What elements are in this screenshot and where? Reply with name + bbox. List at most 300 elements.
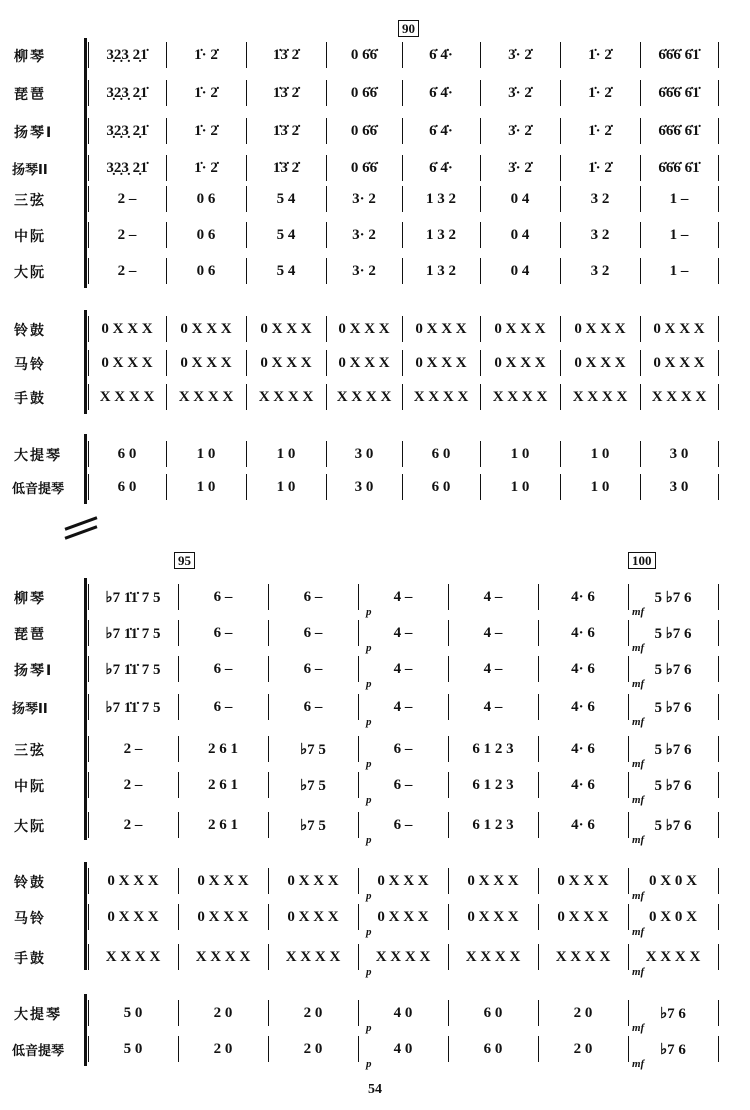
dynamic-marking: p: [366, 642, 372, 654]
measure: 2 6 1: [208, 776, 238, 793]
barline: [718, 772, 719, 798]
barline: [628, 736, 629, 762]
barline: [88, 620, 89, 646]
measure: X X X X: [178, 388, 234, 405]
barline: [246, 474, 247, 500]
barline: [326, 258, 327, 284]
barline: [480, 186, 481, 212]
instrument-label: 琵琶: [14, 627, 46, 643]
barline: [402, 384, 403, 410]
measure: ♭7 1̇1̇ 7 5: [105, 625, 161, 642]
measure: 3· 2: [352, 226, 376, 243]
measure: 3 0: [354, 445, 374, 462]
measure: 3̇· 2̇: [508, 46, 532, 63]
barline: [448, 812, 449, 838]
measure: 6 0: [431, 445, 451, 462]
barline: [718, 186, 719, 212]
barline: [178, 868, 179, 894]
measure: 0 X X X: [180, 320, 232, 337]
barline: [718, 1000, 719, 1026]
measure: 0 4: [510, 190, 530, 207]
barline: [88, 694, 89, 720]
measure: 6 –: [393, 776, 413, 793]
group-bracket: [84, 38, 87, 288]
barline: [88, 258, 89, 284]
measure: 2 0: [303, 1004, 323, 1021]
measure: ♭7 1̇1̇ 7 5: [105, 699, 161, 716]
measure: ♭7 5: [300, 817, 326, 834]
measure: 0 X X X: [494, 354, 546, 371]
barline: [628, 944, 629, 970]
measure: 6 0: [483, 1004, 503, 1021]
group-bracket: [84, 434, 87, 504]
dynamic-marking: mf: [632, 716, 645, 728]
barline: [718, 656, 719, 682]
instrument-label: 柳琴: [14, 49, 46, 65]
measure: 3 0: [354, 478, 374, 495]
measure: 1 3 2: [426, 190, 456, 207]
measure: 4 –: [393, 624, 413, 641]
measure: 0 X X X: [377, 908, 429, 925]
measure: 5 4: [276, 226, 296, 243]
barline: [326, 350, 327, 376]
measure: 4 –: [483, 698, 503, 715]
barline: [178, 584, 179, 610]
barline: [640, 258, 641, 284]
measure: 0 X X X: [653, 320, 705, 337]
measure: 6 1 2 3: [472, 816, 514, 833]
dynamic-marking: mf: [632, 1058, 645, 1070]
barline: [88, 584, 89, 610]
measure: 3 0: [669, 445, 689, 462]
measure: 0 X X X: [101, 320, 153, 337]
barline: [628, 772, 629, 798]
barline: [166, 441, 167, 467]
measure: 0 6̇6̇: [350, 46, 378, 63]
measure: 6 1 2 3: [472, 740, 514, 757]
barline: [718, 42, 719, 68]
barline: [178, 656, 179, 682]
measure: 4· 6: [571, 660, 595, 677]
page-number: 54: [368, 1082, 382, 1097]
barline: [246, 258, 247, 284]
barline: [88, 118, 89, 144]
barline: [246, 80, 247, 106]
measure: 3 2: [590, 190, 610, 207]
barline: [718, 812, 719, 838]
barline: [268, 904, 269, 930]
measure: 1̇· 2̇: [588, 84, 612, 101]
barline: [358, 620, 359, 646]
measure: 3̇· 2̇: [508, 84, 532, 101]
barline: [358, 694, 359, 720]
measure: 0 X X X: [107, 872, 159, 889]
measure: 5 ♭7 6: [654, 777, 692, 794]
barline: [268, 772, 269, 798]
measure: 1 0: [276, 478, 296, 495]
barline: [718, 620, 719, 646]
measure: 4· 6: [571, 776, 595, 793]
barline: [640, 350, 641, 376]
barline: [178, 1000, 179, 1026]
measure: 0 6̇6̇: [350, 159, 378, 176]
measure: 4· 6: [571, 624, 595, 641]
barline: [448, 694, 449, 720]
barline: [538, 656, 539, 682]
measure: 1 0: [276, 445, 296, 462]
dynamic-marking: mf: [632, 758, 645, 770]
measure: 1 0: [510, 445, 530, 462]
barline: [560, 474, 561, 500]
measure: 4· 6: [571, 588, 595, 605]
measure: X X X X: [555, 948, 611, 965]
dynamic-marking: p: [366, 1058, 372, 1070]
barline: [326, 222, 327, 248]
barline: [88, 904, 89, 930]
measure: 0 4: [510, 262, 530, 279]
barline: [628, 694, 629, 720]
measure: 5 ♭7 6: [654, 699, 692, 716]
measure: 0 4: [510, 226, 530, 243]
barline: [166, 80, 167, 106]
dynamic-marking: mf: [632, 834, 645, 846]
barline: [538, 620, 539, 646]
barline: [628, 656, 629, 682]
barline: [88, 1000, 89, 1026]
measure: X X X X: [413, 388, 469, 405]
measure: 2 –: [123, 816, 143, 833]
measure: 3̣2̣3̣ 2̣1̇: [106, 122, 148, 139]
barline: [88, 656, 89, 682]
barline: [268, 1000, 269, 1026]
group-bracket: [84, 578, 87, 840]
barline: [178, 904, 179, 930]
barline: [560, 316, 561, 342]
measure: 6 –: [213, 624, 233, 641]
measure: 3 2: [590, 226, 610, 243]
barline: [560, 350, 561, 376]
barline: [326, 155, 327, 181]
barline: [402, 118, 403, 144]
measure: 1 0: [590, 478, 610, 495]
barline: [718, 474, 719, 500]
barline: [358, 868, 359, 894]
barline: [246, 222, 247, 248]
measure: ♭7 5: [300, 741, 326, 758]
measure: 0 X X X: [197, 872, 249, 889]
measure: 5 ♭7 6: [654, 589, 692, 606]
measure: 3̣2̣3̣ 2̣1̇: [106, 84, 148, 101]
measure: 6 0: [117, 445, 137, 462]
measure: 0 X X X: [338, 320, 390, 337]
barline: [88, 316, 89, 342]
measure: X X X X: [336, 388, 392, 405]
barline: [358, 1000, 359, 1026]
barline: [246, 350, 247, 376]
barline: [538, 772, 539, 798]
measure: ♭7 6: [660, 1041, 686, 1058]
barline: [88, 155, 89, 181]
barline: [402, 350, 403, 376]
barline: [718, 258, 719, 284]
measure: 0 6: [196, 226, 216, 243]
measure: 0 X X X: [101, 354, 153, 371]
measure: 1 0: [196, 478, 216, 495]
measure: 0 6̇6̇: [350, 84, 378, 101]
measure: 2 0: [213, 1040, 233, 1057]
measure: 0 X X X: [260, 354, 312, 371]
dynamic-marking: p: [366, 966, 372, 978]
barline: [560, 222, 561, 248]
barline: [538, 584, 539, 610]
barline: [640, 441, 641, 467]
instrument-label: 三弦: [14, 743, 46, 759]
barline: [560, 155, 561, 181]
measure: 0 X X X: [107, 908, 159, 925]
measure: 6 –: [213, 588, 233, 605]
instrument-label: 铃鼓: [14, 323, 46, 339]
measure: ♭7 5: [300, 777, 326, 794]
barline: [480, 42, 481, 68]
instrument-label: 中阮: [14, 229, 46, 245]
measure: 0 X X X: [557, 908, 609, 925]
barline: [718, 904, 719, 930]
barline: [178, 812, 179, 838]
barline: [560, 118, 561, 144]
measure: 0 X X X: [494, 320, 546, 337]
measure: 1 0: [196, 445, 216, 462]
dynamic-marking: p: [366, 678, 372, 690]
barline: [560, 80, 561, 106]
barline: [326, 316, 327, 342]
barline: [166, 258, 167, 284]
measure: 4 –: [393, 698, 413, 715]
barline: [538, 944, 539, 970]
measure: X X X X: [651, 388, 707, 405]
barline: [246, 42, 247, 68]
barline: [402, 80, 403, 106]
barline: [246, 441, 247, 467]
measure: 3̣2̣3̣ 2̣1̇: [106, 159, 148, 176]
barline: [718, 868, 719, 894]
barline: [628, 1000, 629, 1026]
measure: 6 –: [303, 660, 323, 677]
barline: [538, 904, 539, 930]
measure: 4· 6: [571, 740, 595, 757]
barline: [268, 656, 269, 682]
barline: [402, 155, 403, 181]
dynamic-marking: mf: [632, 890, 645, 902]
instrument-label: 马铃: [14, 911, 46, 927]
dynamic-marking: p: [366, 834, 372, 846]
measure: 0 X X X: [197, 908, 249, 925]
instrument-label: 大提琴: [14, 448, 62, 464]
barline: [358, 1036, 359, 1062]
measure: X X X X: [645, 948, 701, 965]
measure: 0 X X X: [287, 908, 339, 925]
barline: [178, 1036, 179, 1062]
measure: 5 ♭7 6: [654, 661, 692, 678]
measure: 4· 6: [571, 698, 595, 715]
measure: 1 –: [669, 262, 689, 279]
barline: [448, 1000, 449, 1026]
dynamic-marking: p: [366, 606, 372, 618]
barline: [166, 118, 167, 144]
barline: [88, 350, 89, 376]
barline: [628, 620, 629, 646]
barline: [166, 222, 167, 248]
instrument-label: 琵琶: [14, 87, 46, 103]
measure: 1 –: [669, 226, 689, 243]
dynamic-marking: p: [366, 758, 372, 770]
measure: 2 –: [123, 740, 143, 757]
barline: [538, 736, 539, 762]
barline: [538, 694, 539, 720]
barline: [718, 350, 719, 376]
instrument-label: 大提琴: [14, 1007, 62, 1023]
barline: [246, 118, 247, 144]
barline: [326, 441, 327, 467]
barline: [326, 42, 327, 68]
barline: [246, 155, 247, 181]
measure: 3· 2: [352, 190, 376, 207]
measure: 1 3 2: [426, 262, 456, 279]
measure: 6 –: [393, 740, 413, 757]
barline: [246, 186, 247, 212]
barline: [718, 584, 719, 610]
measure: 5 ♭7 6: [654, 817, 692, 834]
barline: [268, 620, 269, 646]
measure: 6̇ 4̇·: [429, 122, 453, 139]
barline: [560, 186, 561, 212]
measure: 1 0: [590, 445, 610, 462]
barline: [640, 384, 641, 410]
barline: [640, 474, 641, 500]
barline: [88, 944, 89, 970]
instrument-label: 低音提琴: [12, 482, 65, 497]
measure: 2 –: [117, 262, 137, 279]
measure: 0 X X X: [653, 354, 705, 371]
measure: 5 ♭7 6: [654, 741, 692, 758]
barline: [88, 80, 89, 106]
barline: [718, 118, 719, 144]
measure: 6 0: [483, 1040, 503, 1057]
barline: [448, 620, 449, 646]
barline: [560, 258, 561, 284]
measure: 6 –: [303, 588, 323, 605]
dynamic-marking: mf: [632, 1022, 645, 1034]
measure: 0 X X X: [260, 320, 312, 337]
measure: 2 –: [117, 226, 137, 243]
barline: [628, 904, 629, 930]
measure: 2 0: [573, 1040, 593, 1057]
barline: [326, 384, 327, 410]
measure: 0 6̇6̇: [350, 122, 378, 139]
barline: [718, 736, 719, 762]
measure: 6̇ 4̇·: [429, 84, 453, 101]
measure: 4 –: [483, 624, 503, 641]
barline: [326, 118, 327, 144]
measure: 5 4: [276, 262, 296, 279]
barline: [480, 222, 481, 248]
instrument-label: 低音提琴: [12, 1044, 65, 1059]
barline: [480, 118, 481, 144]
barline: [448, 736, 449, 762]
barline: [358, 904, 359, 930]
barline: [538, 1036, 539, 1062]
measure: 4 0: [393, 1040, 413, 1057]
measure: 5 0: [123, 1004, 143, 1021]
measure: 4 –: [483, 588, 503, 605]
measure: ♭7 1̇1̇ 7 5: [105, 661, 161, 678]
barline: [640, 118, 641, 144]
measure: 4· 6: [571, 816, 595, 833]
measure: 4 –: [393, 660, 413, 677]
measure: 0 6: [196, 190, 216, 207]
measure: 6 –: [213, 698, 233, 715]
barline: [178, 736, 179, 762]
measure: 0 X X X: [574, 320, 626, 337]
measure: 6 –: [303, 698, 323, 715]
rehearsal-mark-95: 95: [174, 552, 195, 569]
measure: 1̇· 2̇: [194, 84, 218, 101]
group-bracket: [84, 310, 87, 414]
barline: [268, 812, 269, 838]
measure: 6̇6̇6̇ 6̇1̇: [658, 46, 700, 63]
barline: [480, 316, 481, 342]
barline: [538, 812, 539, 838]
measure: 0 X X X: [574, 354, 626, 371]
measure: X X X X: [105, 948, 161, 965]
measure: X X X X: [375, 948, 431, 965]
measure: 1̇3̇ 2̇: [272, 159, 300, 176]
barline: [88, 42, 89, 68]
barline: [88, 384, 89, 410]
barline: [448, 772, 449, 798]
barline: [640, 316, 641, 342]
barline: [358, 772, 359, 798]
measure: 0 X 0 X: [649, 872, 697, 889]
measure: 3 2: [590, 262, 610, 279]
instrument-label: 马铃: [14, 357, 46, 373]
measure: 1̇3̇ 2̇: [272, 46, 300, 63]
barline: [88, 474, 89, 500]
barline: [480, 258, 481, 284]
barline: [480, 155, 481, 181]
measure: 1̇· 2̇: [194, 159, 218, 176]
barline: [560, 384, 561, 410]
barline: [718, 80, 719, 106]
measure: 6 0: [117, 478, 137, 495]
instrument-label: 手鼓: [14, 391, 46, 407]
dynamic-marking: mf: [632, 794, 645, 806]
barline: [718, 316, 719, 342]
instrument-label: 扬琴II: [12, 163, 48, 178]
instrument-label: 扬琴I: [14, 663, 54, 679]
measure: 3· 2: [352, 262, 376, 279]
barline: [718, 155, 719, 181]
barline: [538, 1000, 539, 1026]
dynamic-marking: mf: [632, 966, 645, 978]
instrument-label: 扬琴I: [14, 125, 54, 141]
barline: [480, 80, 481, 106]
measure: ♭7 6: [660, 1005, 686, 1022]
measure: 2 0: [573, 1004, 593, 1021]
barline: [480, 474, 481, 500]
instrument-label: 中阮: [14, 779, 46, 795]
measure: 0 X X X: [557, 872, 609, 889]
barline: [268, 944, 269, 970]
